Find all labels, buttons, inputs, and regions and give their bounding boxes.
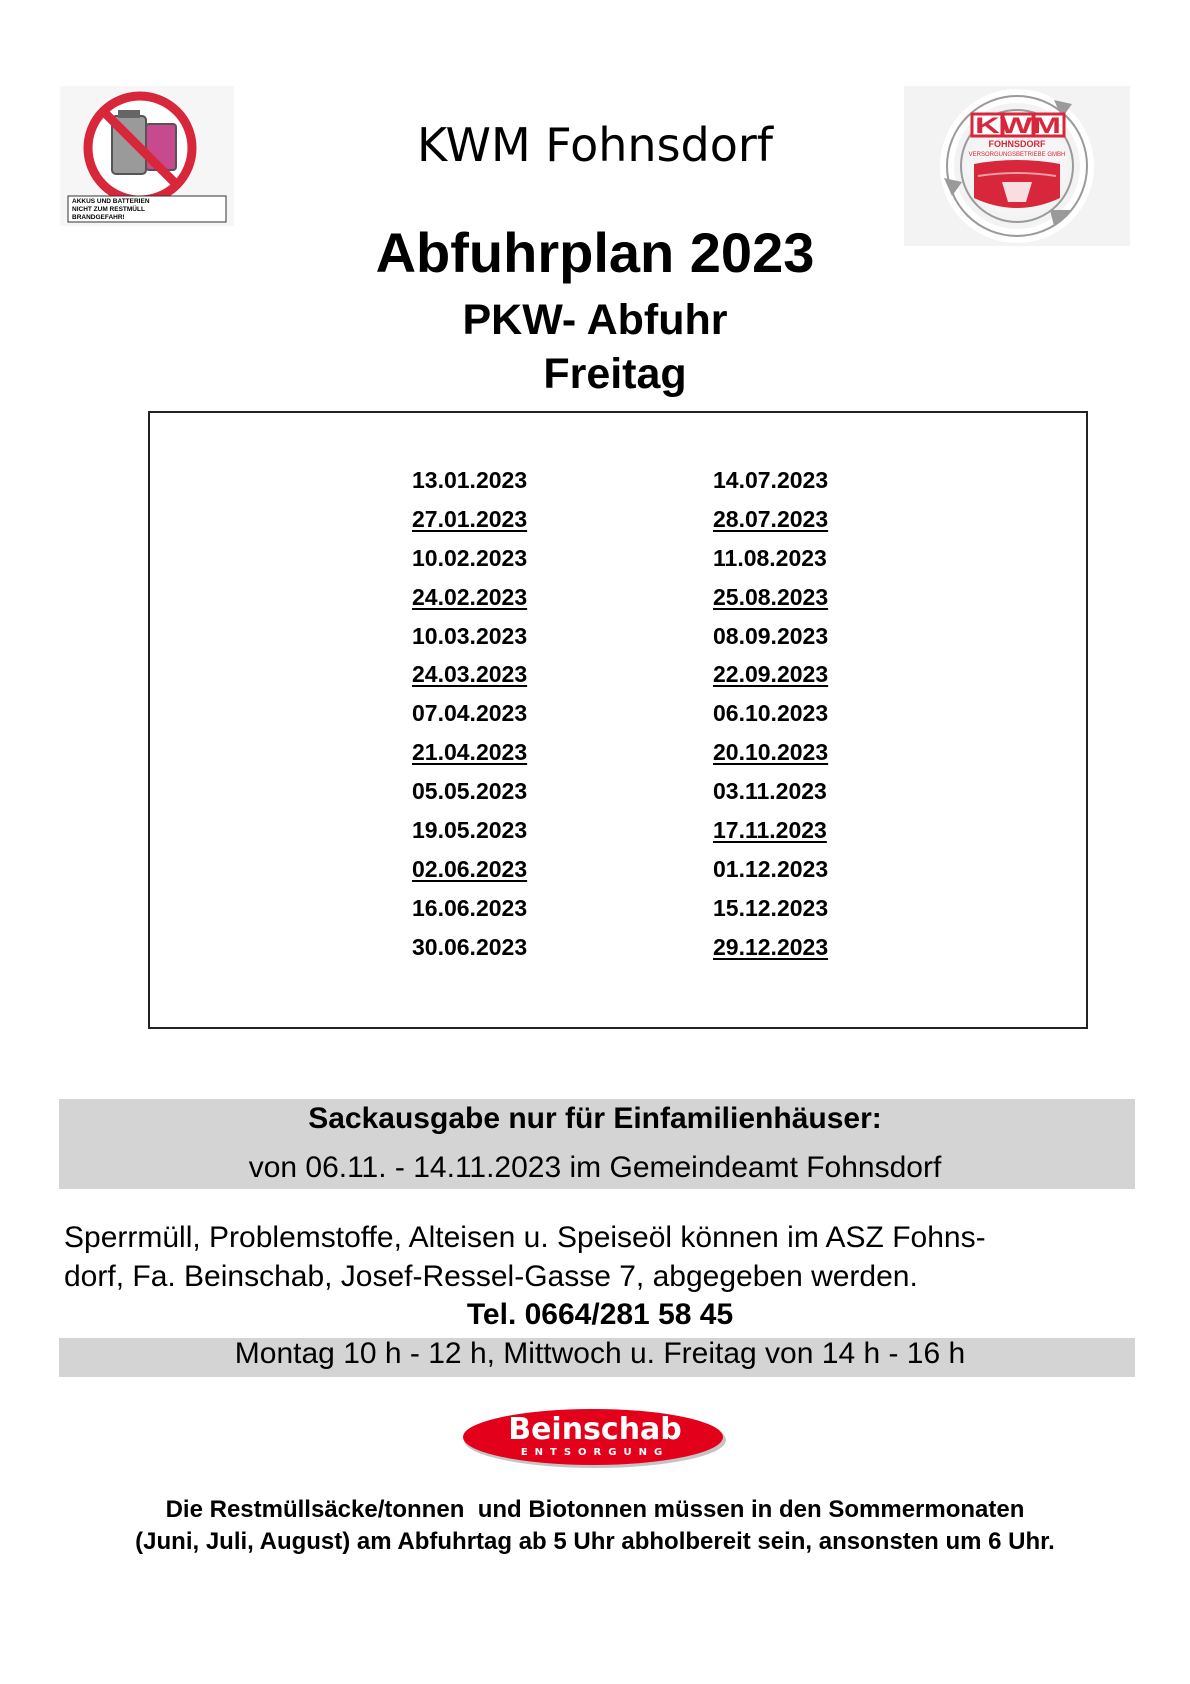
pickup-date: 28.07.2023 <box>713 505 829 532</box>
pickup-date: 02.06.2023 <box>412 855 528 882</box>
pickup-date: 13.01.2023 <box>412 467 528 493</box>
pickup-date: 10.03.2023 <box>412 622 528 649</box>
pickup-date: 10.02.2023 <box>412 544 528 571</box>
phone-number: Tel. 0664/281 58 45 <box>466 1298 734 1331</box>
pickup-date: 01.12.2023 <box>713 855 829 882</box>
pickup-date: 29.12.2023 <box>713 933 829 960</box>
summer-note-line-2: (Juni, Juli, August) am Abfuhrtag ab 5 Uhr abholbereit sein, ansonsten um 6 Uhr. <box>135 1528 1055 1555</box>
headline: Abfuhrplan 2023 <box>375 221 815 284</box>
page-title: KWM Fohnsdorf <box>416 118 773 172</box>
pickup-date: 03.11.2023 <box>713 778 827 805</box>
opening-hours: Montag 10 h - 12 h, Mittwoch u. Freitag von 14 h - 16 h <box>234 1337 966 1370</box>
pickup-date: 11.08.2023 <box>713 544 827 571</box>
pickup-dates-box <box>148 411 1088 1029</box>
pickup-date: 16.06.2023 <box>412 894 528 921</box>
pickup-date: 19.05.2023 <box>412 817 528 844</box>
asz-info <box>64 1218 1124 1296</box>
sack-text: von 06.11. - 14.11.2023 im Gemeindeamt Fohnsdorf <box>248 1151 942 1184</box>
beinschab-logo <box>460 1405 730 1471</box>
pickup-date: 22.09.2023 <box>713 661 829 688</box>
beinschab-name: Beinschab <box>508 1412 682 1447</box>
weekday: Freitag <box>543 350 687 398</box>
dates-column-left <box>412 461 572 967</box>
kwm-line-1: FOHNSDORF <box>988 139 1046 149</box>
pickup-date: 08.09.2023 <box>713 622 829 649</box>
asz-info-line-1: Sperrmüll, Problemstoffe, Alteisen u. Speiseöl können im ASZ Fohns- <box>64 1221 986 1254</box>
asz-info-line-2: dorf, Fa. Beinschab, Josef-Ressel-Gasse 7, abgegeben werden. <box>64 1260 918 1293</box>
pickup-date: 05.05.2023 <box>412 778 528 805</box>
pickup-date: 20.10.2023 <box>713 739 829 766</box>
pickup-date: 15.12.2023 <box>713 894 829 921</box>
beinschab-logo-icon <box>460 1405 730 1471</box>
pickup-date: 24.02.2023 <box>412 583 528 610</box>
pickup-date: 17.11.2023 <box>713 817 827 844</box>
beinschab-sub: ENTSORGUNG <box>520 1447 670 1458</box>
pickup-date: 25.08.2023 <box>713 583 829 610</box>
pickup-date: 30.06.2023 <box>412 933 528 960</box>
pickup-date: 27.01.2023 <box>412 505 528 532</box>
dates-column-right <box>713 461 873 967</box>
subtitle: PKW- Abfuhr <box>462 296 728 344</box>
logo-caption-3: BRANDGEFAHR! <box>72 214 125 221</box>
pickup-date: 24.03.2023 <box>412 661 528 688</box>
summer-note-line-1: Die Restmüllsäcke/tonnen und Biotonnen müssen in den Sommermonaten <box>165 1496 1025 1523</box>
summer-note <box>0 1494 1190 1558</box>
pickup-date: 07.04.2023 <box>412 700 528 727</box>
pickup-date: 06.10.2023 <box>713 700 829 727</box>
logo-caption-1: AKKUS UND BATTERIEN <box>72 198 150 205</box>
kwm-line-2: VERSORGUNGSBETRIEBE GMBH <box>968 152 1066 158</box>
pickup-date: 21.04.2023 <box>412 739 528 766</box>
logo-caption-2: NICHT ZUM RESTMÜLL <box>72 206 145 213</box>
pickup-date: 14.07.2023 <box>713 467 829 493</box>
sack-title: Sackausgabe nur für Einfamilienhäuser: <box>308 1102 882 1135</box>
kwm-brand-text: KWM <box>975 113 1061 138</box>
